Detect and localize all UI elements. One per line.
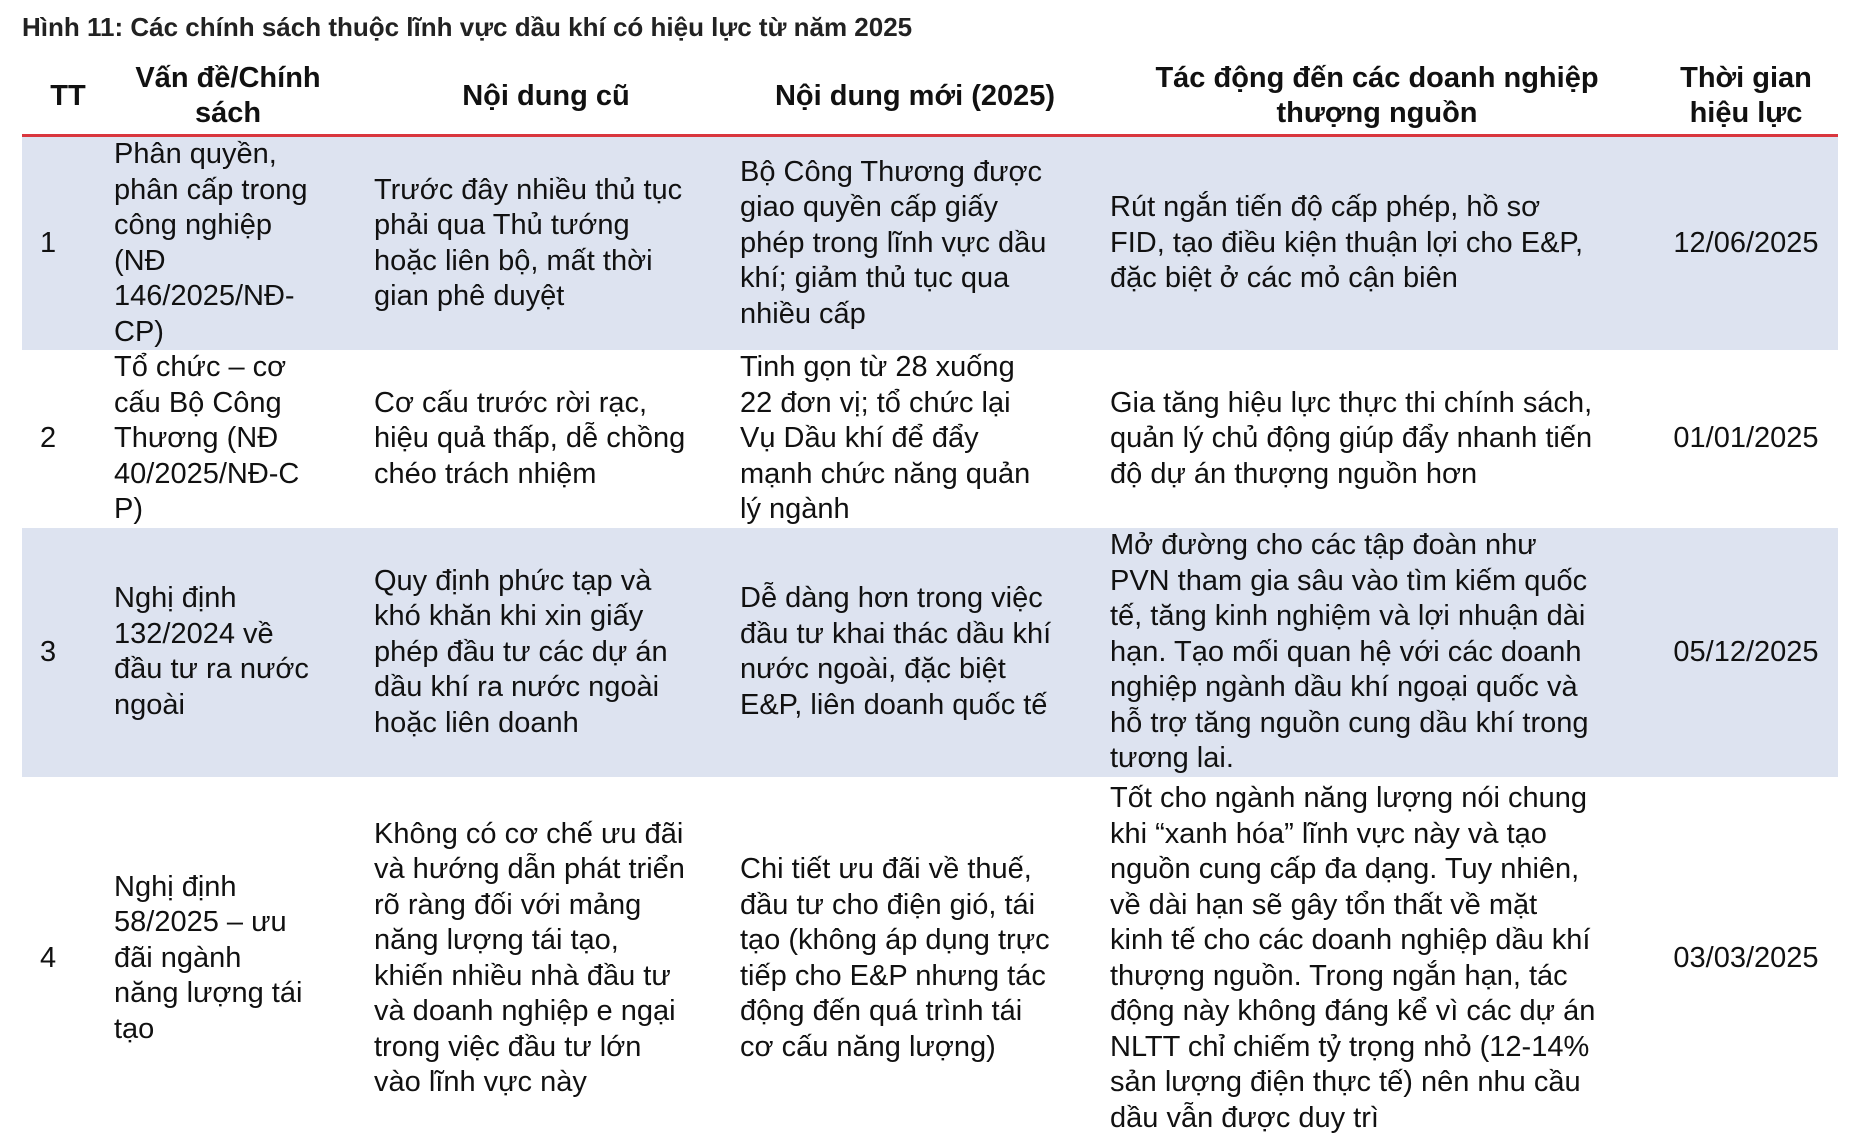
text-line: hoặc liên doanh [374,706,579,739]
text-line: ngoài [114,688,185,721]
text-line: gian phê duyệt [374,280,565,312]
text-line: Không có cơ chế ưu đãi [374,817,684,850]
text-line: phép đầu tư các dự án [374,635,668,668]
text-line: năng lượng tái tạo, [374,924,619,956]
text-line: 40/2025/NĐ-C [114,457,300,490]
text-line: năng lượng tái [114,977,303,1010]
text-line: về dài hạn sẽ gây tổn thất về mặt [1110,888,1538,921]
text-line: Trước đây nhiều thủ tục [374,173,683,206]
table-row [22,528,1838,777]
table-header-row [22,58,1838,136]
text-line: hạn. Tạo mối quan hệ với các doanh [1110,635,1582,668]
text-line: PVN tham gia sâu vào tìm kiếm quốc [1110,564,1588,597]
text-line: dầu khí ra nước ngoài [374,671,660,703]
text-line: nghiệp ngành dầu khí ngoại quốc và [1110,671,1578,703]
text-line: Chi tiết ưu đãi về thuế, [740,853,1032,885]
text-line: và hướng dẫn phát triển [374,853,685,885]
row-number: 3 [22,528,114,777]
text-line: quản lý chủ động giúp đẩy nhanh tiến [1110,422,1593,455]
text-line: FID, tạo điều kiện thuận lợi cho E&P, [1110,226,1584,259]
text-line: khó khăn khi xin giấy [374,600,644,632]
row-number: 4 [22,777,114,1141]
header-old-content: Nội dung cũ [362,58,730,136]
text-line: kinh tế cho các doanh nghiệp dầu khí [1110,924,1591,956]
text-line: khiến nhiều nhà đầu tư [374,959,671,992]
cell-issue [114,136,362,351]
text-line: 146/2025/NĐ- [114,280,295,312]
text-line: vào lĩnh vực này [374,1066,587,1098]
cell-impact [1100,136,1654,351]
header-issue-line: sách [194,97,262,129]
text-line: khí; giảm thủ tục qua [740,262,1010,295]
cell-issue [114,777,362,1141]
text-line: Nghị định [114,870,237,903]
text-line: sản lượng điện thực tế) nên nhu cầu [1110,1066,1581,1098]
text-line: tương lai. [1110,742,1234,774]
text-line: Rút ngắn tiến độ cấp phép, hồ sơ [1110,191,1541,224]
text-line: 58/2025 – ưu [114,906,287,939]
table-row [22,350,1838,528]
cell-effective-date: 03/03/2025 [1654,777,1838,1141]
text-line: mạnh chức năng quản [740,457,1031,490]
text-line: nhiều cấp [740,297,866,330]
header-impact-line: Tác động đến các doanh nghiệp [1155,62,1599,94]
text-line: động đến quá trình tái [740,995,1023,1027]
text-line: đầu tư cho điện gió, tái [740,888,1036,921]
text-line: tạo [114,1012,155,1045]
text-line: CP) [114,315,164,348]
header-issue [114,58,362,136]
text-line: Tinh gọn từ 28 xuống [740,351,1015,384]
header-date-line: hiệu lực [1689,97,1803,129]
text-line: (NĐ [114,244,166,277]
text-line: Bộ Công Thương được [740,155,1043,188]
text-line: phép trong lĩnh vực dầu [740,226,1047,259]
cell-old-content [362,136,730,351]
text-line: Thương (NĐ [114,422,279,455]
header-date-line: Thời gian [1680,62,1812,94]
text-line: cấu Bộ Công [114,386,282,419]
header-effective-date [1654,58,1838,136]
header-impact [1100,58,1654,136]
text-line: giao quyền cấp giấy [740,191,998,224]
text-line: 22 đơn vị; tổ chức lại [740,386,1011,419]
text-line: Mở đường cho các tập đoàn như [1110,529,1537,561]
text-line: hiệu quả thấp, dễ chồng [374,422,686,455]
text-line: phải qua Thủ tướng [374,209,630,241]
cell-new-content [730,777,1100,1141]
text-line: nguồn cung cấp đa dạng. Tuy nhiên, [1110,853,1580,885]
text-line: Dễ dàng hơn trong việc [740,582,1043,615]
cell-new-content [730,350,1100,528]
text-line: 132/2024 về [114,617,274,650]
cell-impact [1100,777,1654,1141]
text-line: đặc biệt ở các mỏ cận biên [1110,262,1458,295]
cell-issue [114,350,362,528]
text-line: NLTT chỉ chiếm tỷ trọng nhỏ (12-14% [1110,1030,1590,1063]
cell-old-content [362,528,730,777]
text-line: lý ngành [740,493,850,526]
cell-issue [114,528,362,777]
text-line: tế, tăng kinh nghiệm và lợi nhuận dài [1110,600,1586,632]
header-new-content: Nội dung mới (2025) [730,58,1100,136]
text-line: E&P, liên doanh quốc tế [740,688,1048,721]
policy-table [22,58,1838,1141]
cell-old-content [362,350,730,528]
text-line: động này không đáng kể vì các dự án [1110,995,1596,1027]
text-line: tiếp cho E&P nhưng tác [740,959,1046,992]
text-line: khi “xanh hóa” lĩnh vực này và tạo [1110,817,1547,850]
text-line: Nghị định [114,582,237,615]
text-line: Gia tăng hiệu lực thực thi chính sách, [1110,386,1593,419]
text-line: Quy định phức tạp và [374,564,652,597]
text-line: đầu tư ra nước [114,653,309,686]
text-line: tạo (không áp dụng trực [740,924,1050,956]
cell-old-content [362,777,730,1141]
cell-new-content [730,136,1100,351]
text-line: đầu tư khai thác dầu khí [740,617,1052,650]
text-line: cơ cấu năng lượng) [740,1030,996,1063]
text-line: Phân quyền, [114,138,277,170]
text-line: hỗ trợ tăng nguồn cung dầu khí trong [1110,706,1589,739]
text-line: đãi ngành [114,941,242,974]
text-line: rõ ràng đối với mảng [374,888,642,921]
text-line: Tốt cho ngành năng lượng nói chung [1110,782,1587,814]
text-line: Vụ Dầu khí để đẩy [740,422,979,455]
text-line: thượng nguồn. Trong ngắn hạn, tác [1110,959,1568,992]
header-tt: TT [22,58,114,136]
header-issue-line: Vấn đề/Chính [135,62,321,94]
text-line: công nghiệp [114,209,273,241]
row-number: 1 [22,136,114,351]
header-impact-line: thượng nguồn [1276,97,1478,129]
text-line: độ dự án thượng nguồn hơn [1110,457,1478,490]
text-line: và doanh nghiệp e ngại [374,995,676,1027]
text-line: P) [114,493,143,526]
table-row [22,136,1838,351]
text-line: nước ngoài, đặc biệt [740,653,1006,686]
cell-effective-date: 01/01/2025 [1654,350,1838,528]
figure-caption: Hình 11: Các chính sách thuộc lĩnh vực dầu khí có hiệu lực từ năm 2025 [22,12,913,42]
text-line: hoặc liên bộ, mất thời [374,244,653,277]
text-line: Tổ chức – cơ [114,351,287,384]
table-row [22,777,1838,1141]
cell-new-content [730,528,1100,777]
text-line: phân cấp trong [114,173,308,206]
text-line: trong việc đầu tư lớn [374,1030,642,1063]
cell-effective-date: 12/06/2025 [1654,136,1838,351]
text-line: dầu vẫn được duy trì [1110,1101,1379,1134]
row-number: 2 [22,350,114,528]
text-line: Cơ cấu trước rời rạc, [374,386,648,419]
cell-effective-date: 05/12/2025 [1654,528,1838,777]
cell-impact [1100,528,1654,777]
cell-impact [1100,350,1654,528]
text-line: chéo trách nhiệm [374,457,597,490]
